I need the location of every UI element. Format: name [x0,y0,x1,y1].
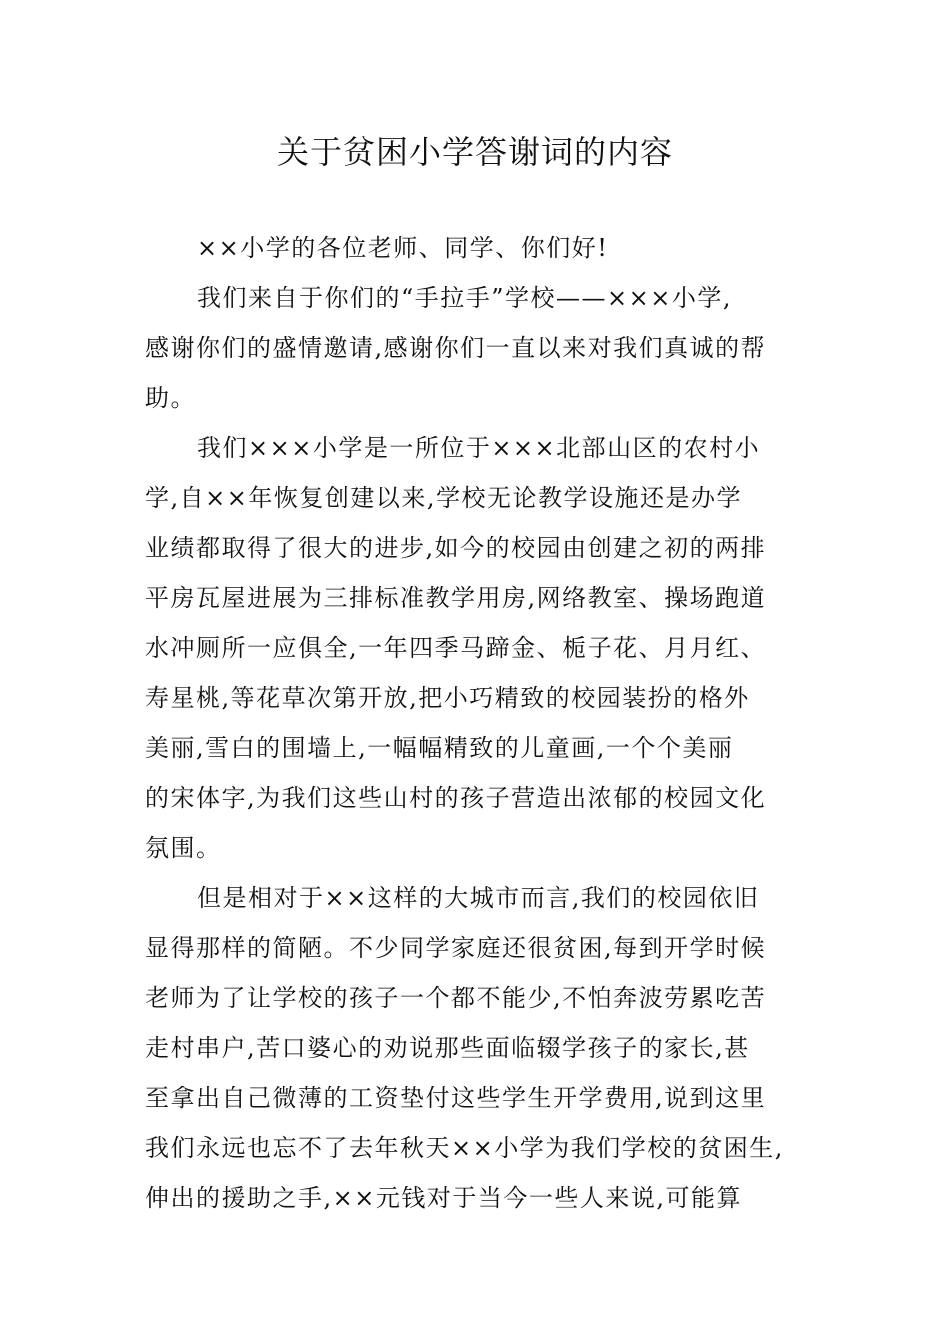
document-title: 关于贫困小学答谢词的内容 [276,133,673,171]
text-line: 水冲厕所一应俱全,一年四季马蹄金、栀子花、月月红、 [145,634,767,662]
text-line: 我们来自于你们的“手拉手”学校——×××小学, [197,284,732,312]
text-line: 我们永远也忘不了去年秋天××小学为我们学校的贫困生, [145,1134,784,1162]
text-line: 老师为了让学校的孩子一个都不能少,不怕奔波劳累吃苦 [145,984,767,1012]
text-line: 至拿出自己微薄的工资垫付这些学生开学费用,说到这里 [145,1084,767,1112]
text-line: 业绩都取得了很大的进步,如今的校园由创建之初的两排 [145,534,767,562]
text-line: 助。 [145,384,196,412]
text-line: 我们×××小学是一所位于×××北部山区的农村小 [197,434,761,462]
text-line: 伸出的援助之手,××元钱对于当今一些人来说,可能算 [145,1184,742,1212]
text-line: 寿星桃,等花草次第开放,把小巧精致的校园装扮的格外 [145,684,750,712]
text-line: 平房瓦屋进展为三排标准教学用房,网络教室、操场跑道 [145,584,767,612]
text-line: 走村串户,苦口婆心的劝说那些面临辍学孩子的家长,甚 [145,1034,750,1062]
text-line: 的宋体字,为我们这些山村的孩子营造出浓郁的校园文化 [145,784,767,812]
text-line: 氛围。 [145,834,222,862]
text-line: 感谢你们的盛情邀请,感谢你们一直以来对我们真诚的帮 [145,334,767,362]
text-line: 显得那样的简陋。不少同学家庭还很贫困,每到开学时候 [145,934,767,962]
text-line: ××小学的各位老师、同学、你们好! [197,234,609,262]
text-line: 学,自××年恢复创建以来,学校无论教学设施还是办学 [145,484,742,512]
text-line: 但是相对于××这样的大城市而言,我们的校园依旧 [197,884,760,912]
text-line: 美丽,雪白的围墙上,一幅幅精致的儿童画,一个个美丽 [145,734,734,762]
